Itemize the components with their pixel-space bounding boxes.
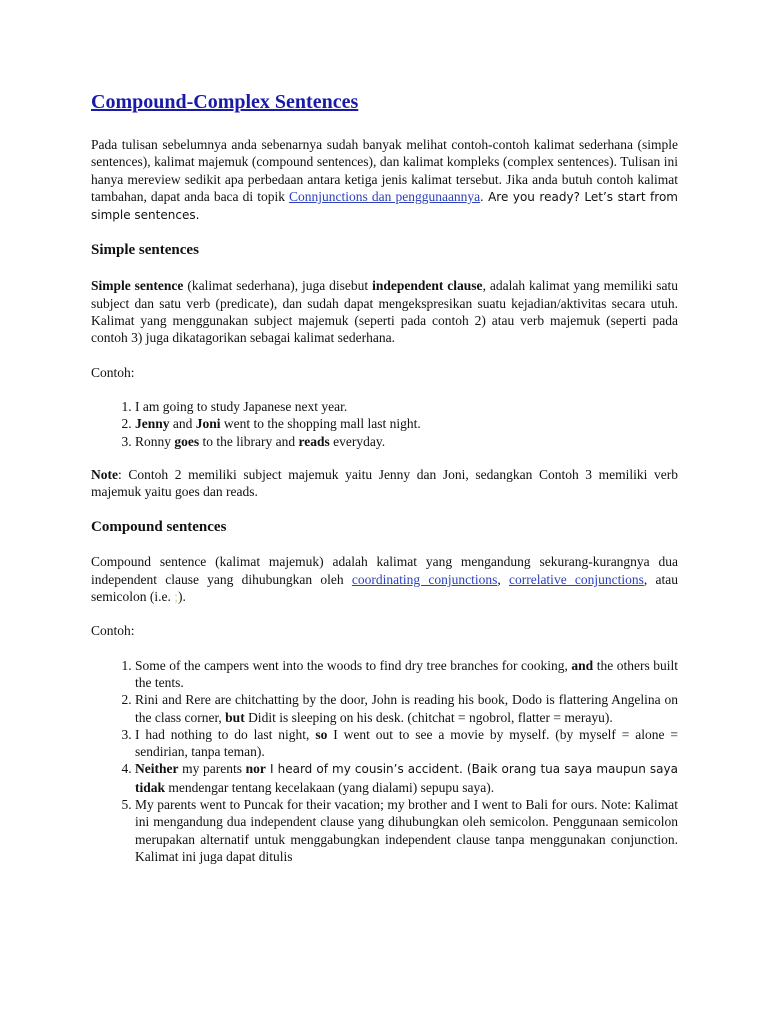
ex3-text-1: Ronny <box>135 433 175 449</box>
contoh-label: Contoh: <box>91 364 135 380</box>
bold-nor: nor <box>245 761 266 777</box>
contoh-label-2: Contoh: <box>91 623 135 639</box>
list-item <box>135 691 678 726</box>
list-item <box>135 657 678 692</box>
c-ex4-text-3: (Baik orang tua saya maupun saya <box>462 762 678 777</box>
simple-definition-paragraph <box>91 277 678 346</box>
list-item <box>135 398 678 415</box>
intro-paragraph <box>91 136 678 224</box>
document-page <box>91 88 678 865</box>
simple-text-1: (kalimat sederhana), juga disebut <box>183 278 373 294</box>
list-item <box>135 796 678 865</box>
bold-jenny: Jenny <box>135 416 170 432</box>
simple-example-1: I am going to study Japanese next year. <box>135 398 348 414</box>
simple-text-2: , adalah kalimat yang memiliki satu subject dan satu verb (predicate), dan sudah dapat mengekspresikan suatu kejadian/aktivitas secara utuh. Kalimat yang menggunakan subject majemuk (seperti pada contoh 2) atau verb majemuk (seperti pada contoh 3) juga dikatagorikan sebagai kalimat sederhana. <box>91 278 679 346</box>
c-ex4-text-2: I heard of my cousin’s accident. <box>265 762 463 777</box>
compound-definition-paragraph <box>91 553 678 605</box>
conjunctions-link[interactable]: Connjunctions dan penggunaannya <box>289 188 481 204</box>
bold-tidak: tidak <box>135 779 166 795</box>
intro-tail: Are you ready? Let’s start from simple sentences. <box>91 189 678 223</box>
list-item <box>135 760 678 796</box>
c-ex5-text: My parents went to Puncak for their vacation; my brother and I went to Bali for ours. Note: Kalimat ini mengandung dua independent clause yang dihubungkan oleh semicolon. Penggunaan semicolon merupakan alternatif untuk menggabungkan independent clause tanpa menggunakan conjunction. Kalimat ini juga dapat ditulis <box>135 797 678 864</box>
intro-text: Pada tulisan sebelumnya anda sebenarnya sudah banyak melihat contoh-contoh kalimat sederhana (simple sentences), kalimat majemuk (compound sentences), dan kalimat kompleks (complex sentences). Tulisan ini hanya mereview sedikit apa perbedaan antara ketiga jenis kalimat tersebut. Jika anda butuh contoh kalimat tambahan, dapat anda baca di topik <box>91 137 678 204</box>
ex3-text-3: everyday. <box>329 433 386 449</box>
ex3-text-2: to the library and <box>199 433 299 449</box>
bold-neither: Neither <box>135 761 179 777</box>
compound-sentences-heading: Compound sentences <box>91 519 227 536</box>
ex2-text-1: and <box>169 416 196 432</box>
compound-text-4: ). <box>178 589 186 605</box>
coordinating-conjunctions-link[interactable]: coordinating conjunctions <box>351 571 498 587</box>
c-ex1-text-1: Some of the campers went into the woods to find dry tree branches for cooking, <box>135 657 572 673</box>
c-ex3-text-2: I went out to see a movie by myself. (by myself = alone = sendirian, tanpa teman). <box>135 726 678 760</box>
simple-sentences-heading: Simple sentences <box>91 242 199 259</box>
semicolon-mark: ; <box>174 589 178 605</box>
note-paragraph <box>91 466 678 501</box>
list-item <box>135 726 678 761</box>
page-title <box>91 88 678 116</box>
simple-term: Simple sentence <box>91 278 184 294</box>
bold-reads: reads <box>298 433 330 449</box>
ex2-text-2: went to the shopping mall last night. <box>220 416 421 432</box>
bold-but: but <box>225 709 245 725</box>
compound-text-2: , <box>497 571 509 587</box>
list-item <box>135 415 678 432</box>
note-label: Note <box>91 466 118 482</box>
bold-and: and <box>571 657 594 673</box>
intro-after-link: . <box>480 188 484 204</box>
compound-text-3: , atau semicolon (i.e. <box>91 571 679 605</box>
bold-so: so <box>315 726 328 742</box>
bold-goes: goes <box>174 433 200 449</box>
note-text: : Contoh 2 memiliki subject majemuk yaitu Jenny dan Joni, sedangkan Contoh 3 memiliki verb majemuk yaitu goes dan reads. <box>91 466 678 500</box>
c-ex3-text-1: I had nothing to do last night, <box>135 726 316 742</box>
c-ex4-text-1: my parents <box>178 761 246 777</box>
c-ex2-text-2: Didit is sleeping on his desk. (chitchat = ngobrol, flatter = merayu). <box>244 709 613 725</box>
c-ex1-text-2: the others built the tents. <box>135 657 678 690</box>
simple-examples-list <box>91 398 678 450</box>
correlative-conjunctions-link[interactable]: correlative conjunctions <box>508 571 644 587</box>
title-link[interactable]: Compound-Complex Sentences <box>91 91 359 113</box>
bold-joni: Joni <box>195 416 221 432</box>
c-ex2-text-1: Rini and Rere are chitchatting by the door, John is reading his book, Dodo is flattering Angelina on the class corner, <box>135 692 678 725</box>
independent-clause-term: independent clause <box>372 278 483 294</box>
list-item <box>135 433 678 450</box>
compound-examples-list <box>91 657 678 866</box>
compound-text-1: Compound sentence (kalimat majemuk) adalah kalimat yang mengandung sekurang-kurangnya dua independent clause yang dihubungkan oleh <box>91 554 678 587</box>
c-ex4-text-4: mendengar tentang kecelakaan (yang dialami) sepupu saya). <box>165 779 495 795</box>
